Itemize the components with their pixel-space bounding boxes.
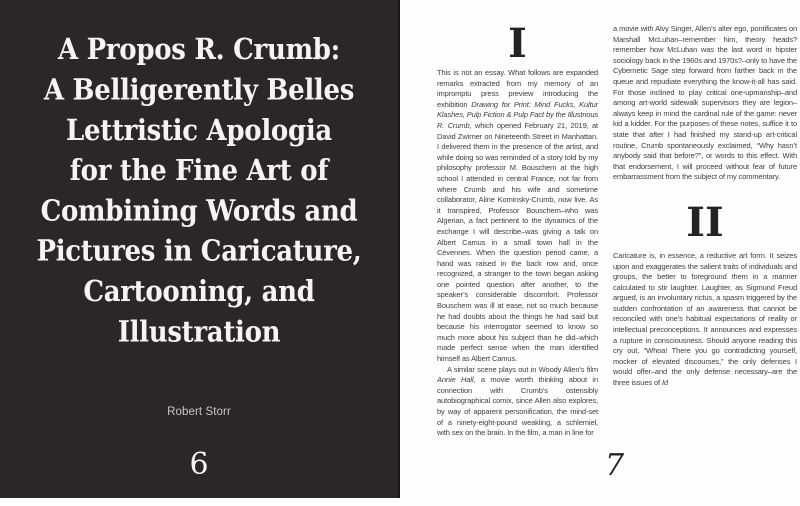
essay-title [0,30,398,353]
left-page [0,0,400,498]
title-line: for the Fine Art of [69,154,329,188]
title-line: Illustration [117,315,281,350]
title-line: A Belligerently Belles [43,73,355,108]
body-paragraph: A similar scene plays out in Woody Allen’s film Annie Hall, a movie worth thinking about in connection with Crumb’s ostensibly autobiographical comix, since Allen also explores, by way of apparent personification, the mind-set of a ninety-eight-pound weakling, a schlemiel, with sex on the brain. In the film, a man in line for [437,364,598,438]
page-number-left: 6 [189,447,209,482]
text-column-1 [437,20,598,439]
title-line: Cartooning, and [83,275,315,309]
title-line: Combining Words and [40,194,358,229]
title-line: Pictures in Caricature, [36,234,362,269]
title-line: Lettristic Apologia [66,114,332,148]
body-paragraph: This is not an essay. What follows are expanded remarks extracted from my memory of an impromptu press preview introducing the exhibition Drawing for Print: Mind Fucks, Kultur Klashes, Pulp Fiction & Pulp Fact by the Illustrious R. Crumb, which opened February 21, 2019, at David Zwirner on Nineteenth Street in Manhattan. I delivered them in the presence of the artist, and while doing so was reminded of a story told by my philosophy professor M. Bouschem at the high school I attended in central France, not far from where Crumb and his wife and sometime collaborator, Aline Kominsky-Crumb, now live. As it transpired, Professor Bouschem–who was Algerian, a fact pertinent to the dynamics of the exchange I will describe–was giving a talk on Albert Camus in a small town hall in the Cévennes. When the question period came, a hand was raised in the back row and, once recognized, a stranger to the town began asking one pointed question after another, to the speaker’s considerable discomfort. Professor Bouschem was ill at ease, not so much because he had doubts about the things he had said but because his interrogator seemed to know so much more about his subject than he did–which made perfect sense when the man identified himself as Albert Camus. [437,68,598,364]
body-paragraph: a movie with Alvy Singer, Allen’s alter ego, pontificates on Marshall McLuhan–remember him, theory heads? remember how McLuhan was the last word in hipster sociology back in the 1960s and 1970s?–only to have the Cybernetic Sage step forward from farther back in the queue and repudiate everything the know-it-all has said. For those inclined to play critical one-upmanship–and among art-world sidewalk supervisors they are legion–always keep in mind the cardinal rule of the game: never kid a kidder. For the purposes of these notes, suffice it to state that after I had finished my stand-up art-critical routine, Crumb spontaneously exclaimed, “Why hasn’t anybody said that before?”, or words to this effect. With that endorsement, I will proceed without fear of future embarrassment from the subject of my commentary. [613,24,797,182]
section-heading: I [508,20,527,67]
body-paragraph: Caricature is, in essence, a reductive art form. It seizes upon and exaggerates the salient traits of individuals and groups, the better to foreground them in a manner calculated to stir laughter. Laughter, as Sigmund Freud argued, is an involuntary rictus, a spasm triggered by the sudden confrontation of an awareness that cannot be reconciled with one’s habitual expectations of reality or intellectual preconceptions. It announces and expresses a rupture in consciousness. Should anyone reading this cry out, “Whoa! There you go contradicting yourself, mocker of elevated discourses,” the only defenses I would offer–and the only defense necessary–are the three issues of Id [613,250,797,388]
title-line: A Propos R. Crumb: [58,33,340,67]
section-heading: II [686,198,724,246]
author-name: Robert Storr [167,406,231,418]
text-column-2 [613,24,797,389]
right-page: I This is not an essay. What follows are expanded remarks extracted from my memory of an impromptu press preview introducing the exhibition Drawing for Print: Mind Fucks, Kultur Klashes, Pulp Fiction & Pulp Fact by the Illustrious R. Crumb, which opened February 21, 2019, at David Zwirner on Nineteenth Street in Manhattan. I delivered them in the presence of the artist, and while doing so was reminded of a story told by my philosophy professor M. Bouschem at the high school I attended in central France, not far from where Crumb and his wife and sometime collaborator, Aline Kominsky-Crumb, now live. As it transpired, Professor Bouschem–who was Algerian, a fact pertinent to the dynamics of the exchange I will describe–was giving a talk on Albert Camus in a small town hall in the Cévennes. When the question period came, a hand was raised in the back row and, once recognized, a stranger to the town began asking one pointed question after another, to the speaker’s considerable discomfort. Professor Bouschem was ill at ease, not so much because he had doubts about the things he had said but because his interrogator seemed to know so much more about his subject than he did–which made perfect sense when the man identified himself as Albert Camus. A similar scene plays out in Woody Allen’s film Annie Hall, a movie worth thinking about in connection with Crumb’s ostensibly autobiographical comix, since Allen also explores, by way of apparent personification, the mind-set of a ninety-eight-pound weakling, a schlemiel, with sex on the brain. In the film, a man in line for a movie with Alvy Singer, Allen’s alter ego, pontificates on Marshall McLuhan–remember him, theory heads? remember how McLuhan was the last word in hipster sociology back in the 1960s and 1970s?–only to have the Cybernetic Sage step forward from farther back in the queue and repudiate everything the know-it-all has said. For those inclined to play critical one-upmanship–and among art-world sidewalk supervisors they are legion–always keep in mind the cardinal rule of the game: never kid a kidder. For the purposes of these notes, suffice it to state that after I had finished my stand-up art-critical routine, Crumb spontaneously exclaimed, “Why hasn’t anybody said that before?”, or words to this effect. With that endorsement, I will proceed without fear of future embarrassment from the subject of my commentary. II Caricature is, in essence, a reductive art form. It seizes upon and exaggerates the salient traits of individuals and groups, the better to foreground them in a manner calculated to stir laughter. Laughter, as Sigmund Freud argued, is an involuntary rictus, a spasm triggered by the sudden confrontation of an awareness that cannot be reconciled with one’s habitual expectations of reality or intellectual preconceptions. It announces and expresses a rupture in consciousness. Should anyone reading this cry out, “Whoa! There you go contradicting yourself, mocker of elevated discourses,” the only defenses I would offer–and the only defense necessary–are the three issues of Id 7 [400,0,800,506]
